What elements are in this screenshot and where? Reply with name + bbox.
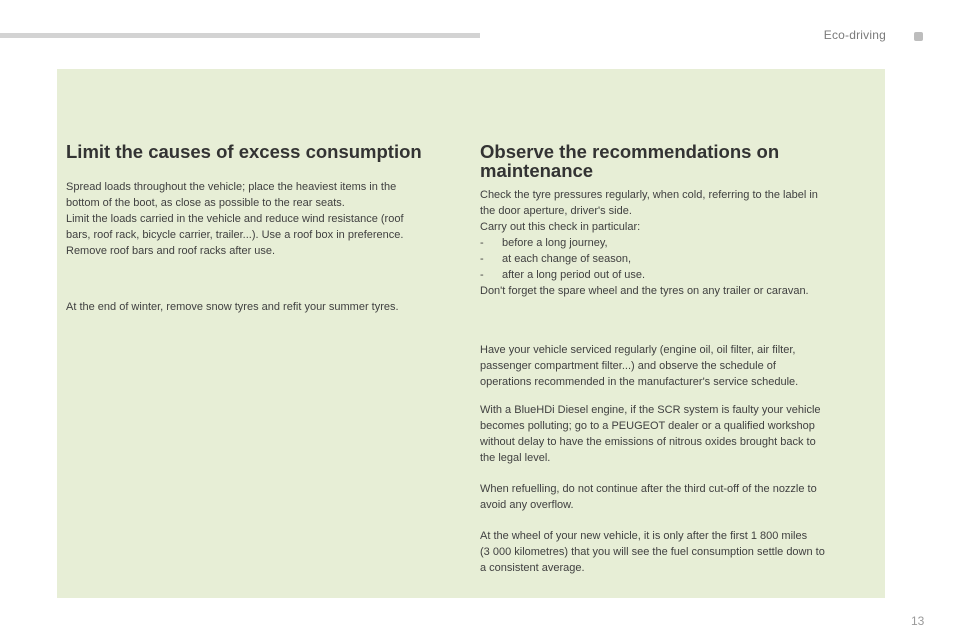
right-heading [480, 142, 872, 180]
page-number: 13 [911, 614, 925, 628]
left-paragraph-loads [66, 179, 449, 259]
right-paragraph-running-in [480, 528, 872, 576]
dash-item-text: at each change of season, [502, 253, 632, 265]
text-line: With a BlueHDi Diesel engine, if the SCR system is faulty your vehicle [480, 404, 821, 416]
dash-bullet: - [480, 253, 484, 265]
text-line: bottom of the boot, as close as possible to the rear seats. [66, 197, 345, 209]
left-heading: Limit the causes of excess consumption [66, 141, 422, 162]
text-line: bars, roof rack, bicycle carrier, trailer...). Use a roof box in preference. [66, 229, 404, 241]
text-line: passenger compartment filter...) and observe the schedule of [480, 360, 776, 372]
text-line: a consistent average. [480, 562, 585, 574]
text-line: Spread loads throughout the vehicle; place the heaviest items in the [66, 181, 397, 193]
text-line: Limit the loads carried in the vehicle and reduce wind resistance (roof [66, 213, 404, 225]
text-line: the legal level. [480, 452, 551, 464]
text-line: Check the tyre pressures regularly, when cold, referring to the label in [480, 189, 818, 201]
right-heading-line: maintenance [480, 160, 594, 181]
dash-bullet: - [480, 269, 484, 281]
right-heading-line: Observe the recommendations on [480, 141, 780, 162]
corner-tab-marker [914, 32, 923, 41]
text-line: Don't forget the spare wheel and the tyres on any trailer or caravan. [480, 285, 809, 297]
dash-item-text: after a long period out of use. [502, 269, 646, 281]
text-line: At the wheel of your new vehicle, it is only after the first 1 800 miles [480, 530, 808, 542]
left-column [66, 142, 449, 315]
header-rule [0, 33, 480, 38]
dash-item-text: before a long journey, [502, 237, 608, 249]
text-line: avoid any overflow. [480, 499, 574, 511]
text-line: Carry out this check in particular: [480, 221, 641, 233]
text-line: operations recommended in the manufacturer's service schedule. [480, 376, 799, 388]
text-line: (3 000 kilometres) that you will see the fuel consumption settle down to [480, 546, 825, 558]
text-line: without delay to have the emissions of nitrous oxides brought back to [480, 436, 816, 448]
text-line: Have your vehicle serviced regularly (engine oil, oil filter, air filter, [480, 344, 796, 356]
dash-list-item [480, 251, 872, 267]
dash-list-item [480, 235, 872, 251]
right-paragraph-tyre-pressure [480, 187, 872, 299]
info-panel [57, 69, 885, 598]
section-label: Eco-driving [823, 28, 886, 42]
right-column [480, 142, 872, 576]
text-line: When refuelling, do not continue after the third cut-off of the nozzle to [480, 483, 817, 495]
text-line: the door aperture, driver's side. [480, 205, 632, 217]
left-paragraph-tyres: At the end of winter, remove snow tyres and refit your summer tyres. [66, 301, 399, 313]
dash-bullet: - [480, 237, 484, 249]
text-line: Remove roof bars and roof racks after use. [66, 245, 276, 257]
right-paragraph-bluehdi [480, 402, 872, 466]
dash-list-item [480, 267, 872, 283]
text-line: becomes polluting; go to a PEUGEOT dealer or a qualified workshop [480, 420, 815, 432]
right-paragraph-servicing [480, 342, 872, 390]
right-paragraph-refuelling [480, 481, 872, 513]
